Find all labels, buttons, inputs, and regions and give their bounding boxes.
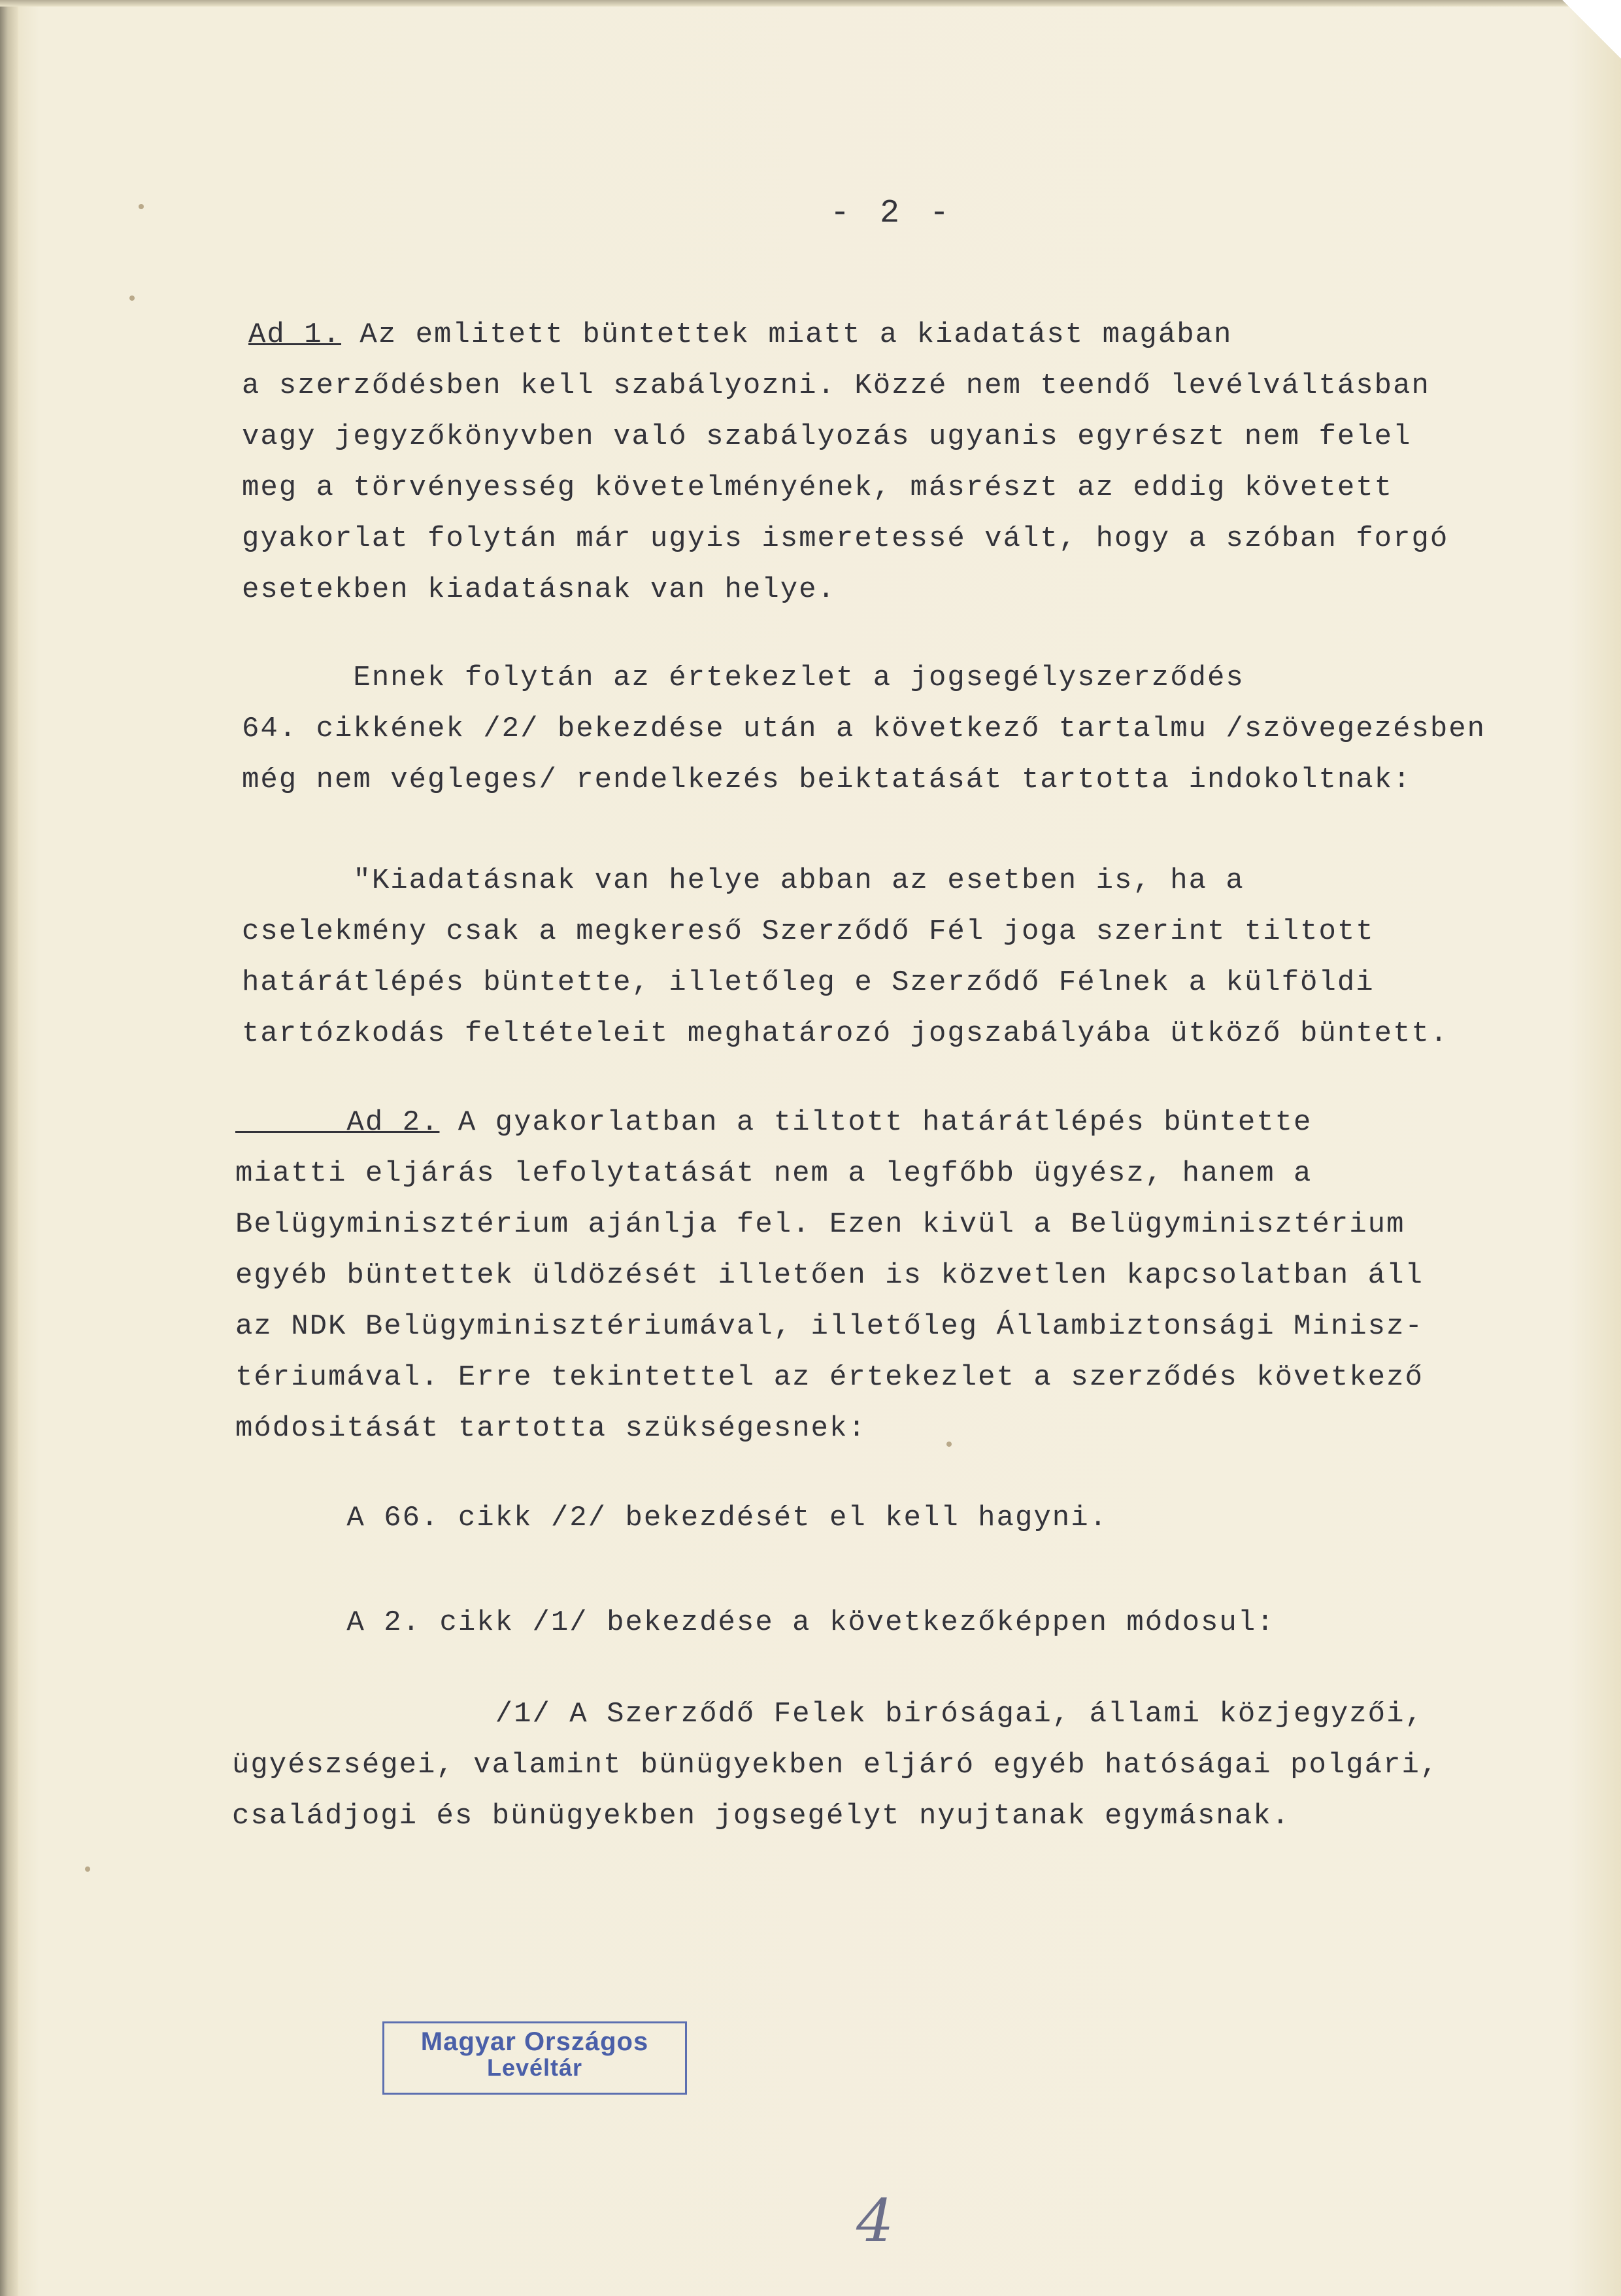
- text-line: a szerződésben kell szabályozni. Közzé nem teendő levélváltásban: [242, 369, 1430, 402]
- text-line: módositását tartotta szükségesnek:: [235, 1412, 867, 1445]
- text-line: meg a törvényesség követelményének, másrészt az eddig követett: [242, 471, 1394, 504]
- text-line: családjogi és bünügyekben jogsegélyt nyujtanak egymásnak.: [232, 1800, 1291, 1832]
- text-line: Ad 2. A gyakorlatban a tiltott határátlépés büntette: [235, 1106, 1312, 1139]
- page-number: - 2 -: [830, 195, 955, 232]
- paper-speck: [85, 1866, 90, 1872]
- text-line: A 66. cikk /2/ bekezdését el kell hagyni.: [235, 1502, 1109, 1534]
- text-line: miatti eljárás lefolytatását nem a legfőbb ügyész, hanem a: [235, 1157, 1312, 1190]
- text-line: vagy jegyzőkönyvben való szabályozás ugyanis egyrészt nem felel: [242, 420, 1412, 453]
- paper-corner: [1562, 0, 1621, 59]
- stamp-line-2: Levéltár: [486, 2054, 583, 2081]
- text-line: az NDK Belügyminisztériumával, illetőleg Állambiztonsági Minisz-: [235, 1310, 1424, 1343]
- archive-stamp: [382, 2021, 687, 2095]
- text-line: tériumával. Erre tekintettel az értekezlet a szerződés következő: [235, 1361, 1424, 1394]
- text-line: Ennek folytán az értekezlet a jogsegélyszerződés: [242, 662, 1245, 694]
- text-line: cselekmény csak a megkereső Szerződő Fél joga szerint tiltott: [242, 915, 1375, 948]
- paper-edge-left: [0, 0, 18, 2296]
- text-line: tartózkodás feltételeit meghatározó jogszabályába ütköző büntett.: [242, 1017, 1449, 1050]
- text-line: esetekben kiadatásnak van helye.: [242, 573, 836, 606]
- handwritten-page-number: 4: [856, 2187, 894, 2255]
- paper-speck: [139, 204, 144, 209]
- paper-speck: [946, 1442, 952, 1447]
- section-lead: Ad 1.: [248, 318, 342, 351]
- text-line: A 2. cikk /1/ bekezdése a következőképpen módosul:: [235, 1606, 1275, 1639]
- paper-edge-top: [0, 0, 1621, 7]
- text-line: 64. cikkének /2/ bekezdése után a következő tartalmu /szövegezésben: [242, 713, 1486, 745]
- text-line: egyéb büntettek üldözését illetően is közvetlen kapcsolatban áll: [235, 1259, 1424, 1292]
- text-line: /1/ A Szerződő Felek biróságai, állami közjegyzői,: [235, 1698, 1424, 1730]
- text-line: Belügyminisztérium ajánlja fel. Ezen kivül a Belügyminisztérium: [235, 1208, 1405, 1241]
- stamp-line-1: Magyar Országos: [420, 2027, 649, 2056]
- text-line: "Kiadatásnak van helye abban az esetben is, ha a: [242, 864, 1245, 897]
- paper-speck: [129, 295, 135, 301]
- text-line: Ad 1. Az emlitett büntettek miatt a kiadatást magában: [248, 318, 1233, 351]
- section-lead: Ad 2.: [235, 1106, 440, 1139]
- text-line: ügyészségei, valamint bünügyekben eljáró egyéb hatóságai polgári,: [232, 1749, 1439, 1781]
- text-line: határátlépés büntette, illetőleg e Szerződő Félnek a külföldi: [242, 966, 1375, 999]
- text-line: még nem végleges/ rendelkezés beiktatását tartotta indokoltnak:: [242, 764, 1412, 796]
- text-line: gyakorlat folytán már ugyis ismeretessé vált, hogy a szóban forgó: [242, 522, 1449, 555]
